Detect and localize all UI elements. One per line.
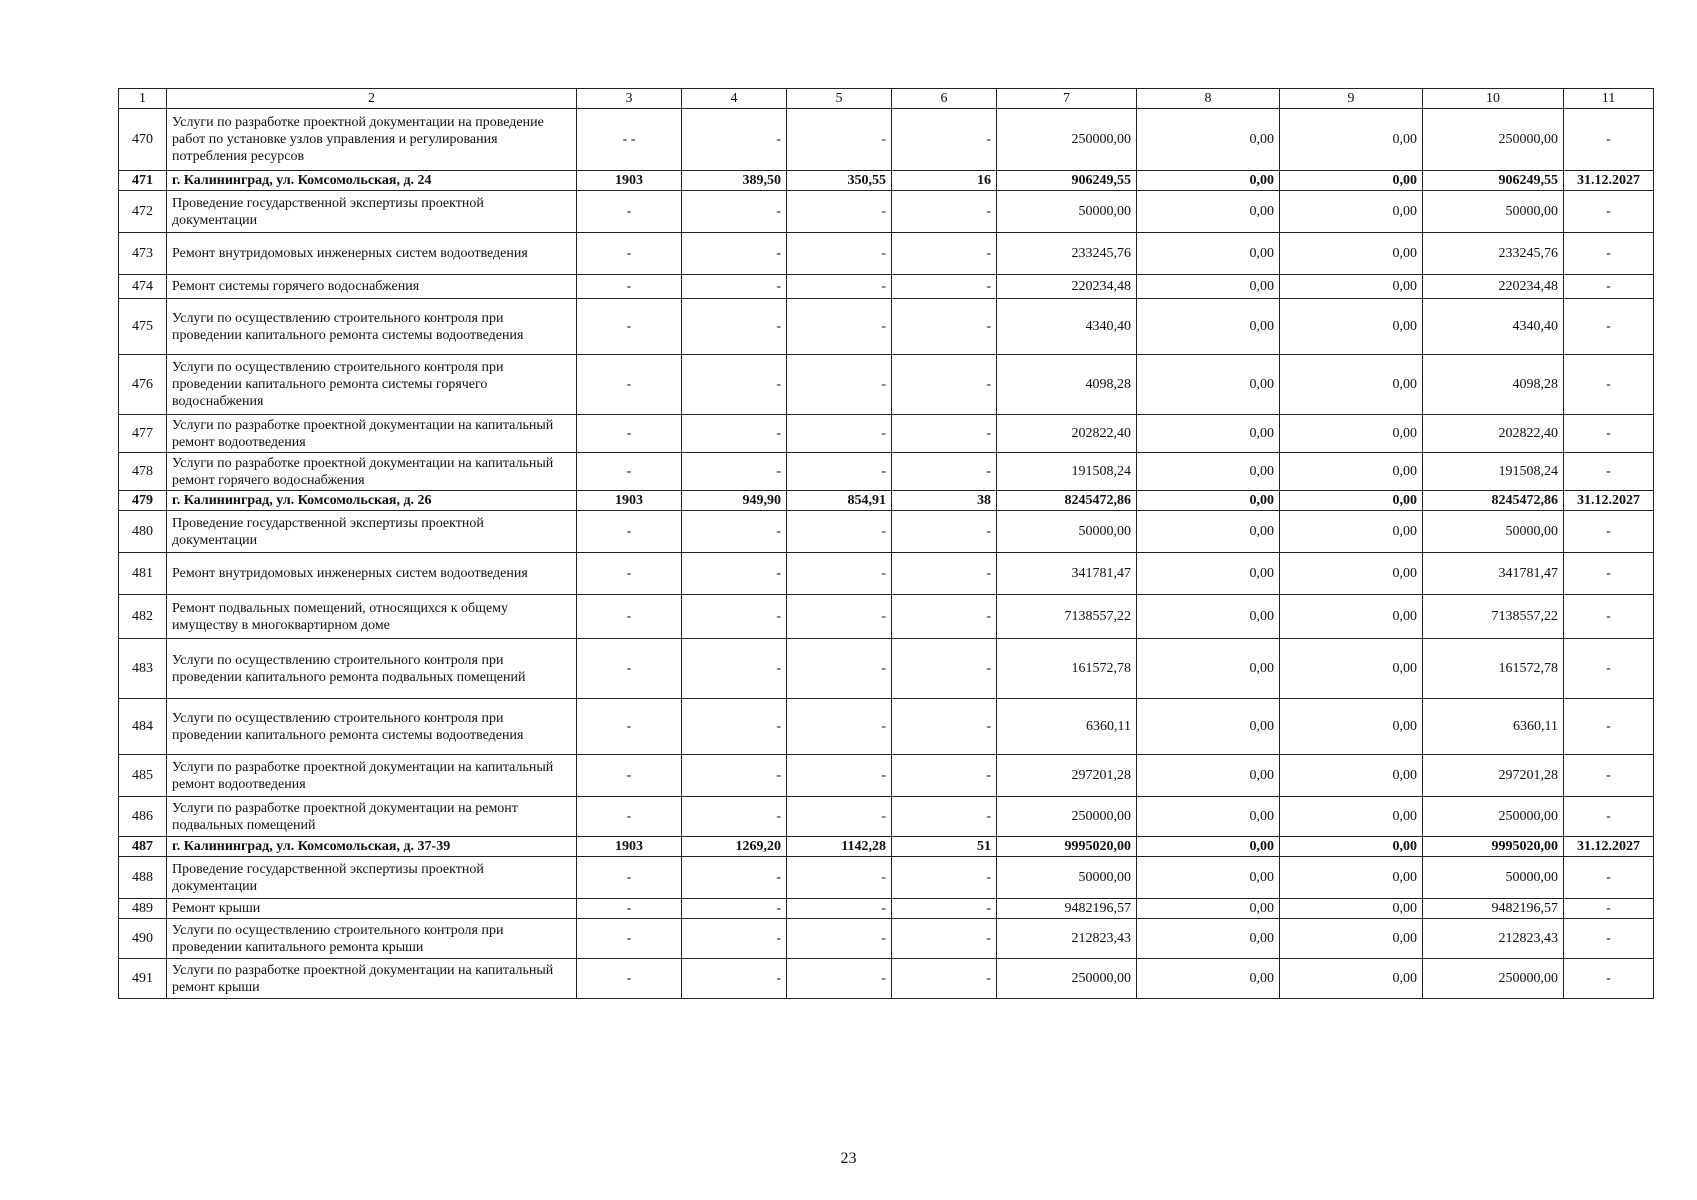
value-cell: 250000,00 bbox=[1423, 959, 1564, 999]
value-cell: 202822,40 bbox=[1423, 415, 1564, 453]
value-cell: - bbox=[892, 511, 997, 553]
row-number-cell: 476 bbox=[119, 355, 167, 415]
value-cell: - bbox=[577, 755, 682, 797]
table-row bbox=[119, 639, 1654, 699]
row-number-cell: 486 bbox=[119, 797, 167, 837]
value-cell: 0,00 bbox=[1280, 511, 1423, 553]
value-cell: 1903 bbox=[577, 837, 682, 857]
value-cell: 4098,28 bbox=[997, 355, 1137, 415]
row-number-cell: 472 bbox=[119, 191, 167, 233]
value-cell: - bbox=[1564, 453, 1654, 491]
table-row bbox=[119, 275, 1654, 299]
row-number-cell: 483 bbox=[119, 639, 167, 699]
table-row bbox=[119, 191, 1654, 233]
row-number-cell: 470 bbox=[119, 109, 167, 171]
value-cell: 0,00 bbox=[1137, 857, 1280, 899]
description-cell: Ремонт внутридомовых инженерных систем водоотведения bbox=[167, 553, 577, 595]
value-cell: 4098,28 bbox=[1423, 355, 1564, 415]
value-cell: 0,00 bbox=[1137, 511, 1280, 553]
description-cell: Услуги по разработке проектной документации на капитальный ремонт горячего водоснабжения bbox=[167, 453, 577, 491]
value-cell: 31.12.2027 bbox=[1564, 491, 1654, 511]
table-row bbox=[119, 857, 1654, 899]
value-cell: 31.12.2027 bbox=[1564, 171, 1654, 191]
value-cell: - bbox=[682, 191, 787, 233]
value-cell: - bbox=[682, 797, 787, 837]
value-cell: - bbox=[577, 553, 682, 595]
value-cell: 6360,11 bbox=[997, 699, 1137, 755]
value-cell: 6360,11 bbox=[1423, 699, 1564, 755]
description-cell: г. Калининград, ул. Комсомольская, д. 24 bbox=[167, 171, 577, 191]
column-number-4: 4 bbox=[682, 89, 787, 109]
value-cell: - bbox=[892, 355, 997, 415]
value-cell: 50000,00 bbox=[997, 857, 1137, 899]
table-row bbox=[119, 299, 1654, 355]
value-cell: 0,00 bbox=[1280, 453, 1423, 491]
value-cell: - bbox=[1564, 299, 1654, 355]
row-number-cell: 482 bbox=[119, 595, 167, 639]
table-row bbox=[119, 233, 1654, 275]
value-cell: - bbox=[892, 109, 997, 171]
value-cell: 0,00 bbox=[1280, 171, 1423, 191]
row-number-cell: 488 bbox=[119, 857, 167, 899]
value-cell: - bbox=[682, 355, 787, 415]
value-cell: - bbox=[1564, 639, 1654, 699]
value-cell: - bbox=[682, 453, 787, 491]
value-cell: 0,00 bbox=[1280, 355, 1423, 415]
row-number-cell: 473 bbox=[119, 233, 167, 275]
value-cell: 0,00 bbox=[1137, 453, 1280, 491]
description-cell: Услуги по разработке проектной документации на капитальный ремонт водоотведения bbox=[167, 415, 577, 453]
value-cell: - bbox=[787, 899, 892, 919]
value-cell: - bbox=[682, 275, 787, 299]
value-cell: - bbox=[682, 959, 787, 999]
value-cell: - bbox=[682, 233, 787, 275]
description-cell: г. Калининград, ул. Комсомольская, д. 26 bbox=[167, 491, 577, 511]
row-number-cell: 478 bbox=[119, 453, 167, 491]
value-cell: - bbox=[787, 553, 892, 595]
value-cell: 1903 bbox=[577, 171, 682, 191]
value-cell: 161572,78 bbox=[1423, 639, 1564, 699]
value-cell: - bbox=[1564, 797, 1654, 837]
table-row bbox=[119, 959, 1654, 999]
value-cell: 0,00 bbox=[1137, 837, 1280, 857]
column-number-2: 2 bbox=[167, 89, 577, 109]
value-cell: 1142,28 bbox=[787, 837, 892, 857]
value-cell: 191508,24 bbox=[997, 453, 1137, 491]
row-number-cell: 485 bbox=[119, 755, 167, 797]
value-cell: - bbox=[682, 857, 787, 899]
value-cell: - bbox=[1564, 191, 1654, 233]
value-cell: - bbox=[1564, 415, 1654, 453]
value-cell: - bbox=[787, 355, 892, 415]
column-number-11: 11 bbox=[1564, 89, 1654, 109]
description-cell: Проведение государственной экспертизы проектной документации bbox=[167, 857, 577, 899]
value-cell: - bbox=[682, 919, 787, 959]
page-number: 23 bbox=[840, 1150, 857, 1167]
value-cell: - bbox=[787, 797, 892, 837]
value-cell: - bbox=[682, 755, 787, 797]
table-row bbox=[119, 797, 1654, 837]
value-cell: 341781,47 bbox=[997, 553, 1137, 595]
row-number-cell: 489 bbox=[119, 899, 167, 919]
description-cell: Проведение государственной экспертизы проектной документации bbox=[167, 511, 577, 553]
table-row bbox=[119, 511, 1654, 553]
value-cell: 0,00 bbox=[1137, 699, 1280, 755]
value-cell: 0,00 bbox=[1280, 275, 1423, 299]
value-cell: 250000,00 bbox=[1423, 797, 1564, 837]
value-cell: - bbox=[577, 511, 682, 553]
value-cell: - bbox=[892, 639, 997, 699]
value-cell: - bbox=[577, 959, 682, 999]
value-cell: - bbox=[682, 415, 787, 453]
value-cell: 9482196,57 bbox=[997, 899, 1137, 919]
value-cell: 297201,28 bbox=[1423, 755, 1564, 797]
value-cell: - bbox=[892, 755, 997, 797]
table-row bbox=[119, 109, 1654, 171]
value-cell: - bbox=[1564, 959, 1654, 999]
value-cell: 0,00 bbox=[1280, 233, 1423, 275]
value-cell: 0,00 bbox=[1280, 959, 1423, 999]
value-cell: 233245,76 bbox=[997, 233, 1137, 275]
row-number-cell: 491 bbox=[119, 959, 167, 999]
value-cell: 0,00 bbox=[1280, 109, 1423, 171]
value-cell: - bbox=[1564, 109, 1654, 171]
value-cell: 50000,00 bbox=[997, 191, 1137, 233]
description-cell: Услуги по разработке проектной документации на ремонт подвальных помещений bbox=[167, 797, 577, 837]
table-row bbox=[119, 699, 1654, 755]
value-cell: 0,00 bbox=[1280, 299, 1423, 355]
table-row bbox=[119, 919, 1654, 959]
column-number-3: 3 bbox=[577, 89, 682, 109]
value-cell: 0,00 bbox=[1137, 553, 1280, 595]
row-number-cell: 487 bbox=[119, 837, 167, 857]
table-row bbox=[119, 355, 1654, 415]
value-cell: - bbox=[1564, 699, 1654, 755]
table-row bbox=[119, 755, 1654, 797]
value-cell: - bbox=[577, 857, 682, 899]
description-cell: Услуги по разработке проектной документации на капитальный ремонт водоотведения bbox=[167, 755, 577, 797]
value-cell: 0,00 bbox=[1137, 299, 1280, 355]
table-row bbox=[119, 899, 1654, 919]
value-cell: 16 bbox=[892, 171, 997, 191]
value-cell: - bbox=[1564, 275, 1654, 299]
row-number-cell: 490 bbox=[119, 919, 167, 959]
value-cell: 250000,00 bbox=[997, 959, 1137, 999]
value-cell: - bbox=[787, 453, 892, 491]
value-cell: 50000,00 bbox=[1423, 191, 1564, 233]
value-cell: - bbox=[892, 415, 997, 453]
value-cell: 0,00 bbox=[1280, 837, 1423, 857]
value-cell: 0,00 bbox=[1280, 755, 1423, 797]
value-cell: - bbox=[682, 299, 787, 355]
value-cell: - bbox=[892, 899, 997, 919]
value-cell: - bbox=[682, 639, 787, 699]
value-cell: 0,00 bbox=[1137, 415, 1280, 453]
value-cell: - bbox=[1564, 233, 1654, 275]
value-cell: 161572,78 bbox=[997, 639, 1137, 699]
column-number-9: 9 bbox=[1280, 89, 1423, 109]
value-cell: - bbox=[787, 857, 892, 899]
value-cell: 0,00 bbox=[1280, 491, 1423, 511]
value-cell: - bbox=[787, 959, 892, 999]
column-number-5: 5 bbox=[787, 89, 892, 109]
value-cell: - bbox=[892, 233, 997, 275]
value-cell: 0,00 bbox=[1280, 191, 1423, 233]
value-cell: - bbox=[682, 553, 787, 595]
value-cell: - bbox=[1564, 553, 1654, 595]
value-cell: 1269,20 bbox=[682, 837, 787, 857]
description-cell: Ремонт подвальных помещений, относящихся к общему имуществу в многоквартирном доме bbox=[167, 595, 577, 639]
value-cell: 0,00 bbox=[1137, 191, 1280, 233]
column-number-10: 10 bbox=[1423, 89, 1564, 109]
table-row bbox=[119, 553, 1654, 595]
value-cell: 191508,24 bbox=[1423, 453, 1564, 491]
value-cell: 50000,00 bbox=[997, 511, 1137, 553]
value-cell: - bbox=[577, 233, 682, 275]
value-cell: - bbox=[1564, 511, 1654, 553]
description-cell: Услуги по разработке проектной документации на проведение работ по установке узлов управления и регулирования потребления ресурсов bbox=[167, 109, 577, 171]
description-cell: Ремонт системы горячего водоснабжения bbox=[167, 275, 577, 299]
value-cell: 0,00 bbox=[1280, 899, 1423, 919]
value-cell: 0,00 bbox=[1137, 899, 1280, 919]
value-cell: - bbox=[577, 191, 682, 233]
value-cell: - bbox=[892, 919, 997, 959]
value-cell: 7138557,22 bbox=[997, 595, 1137, 639]
value-cell: - bbox=[787, 275, 892, 299]
value-cell: 906249,55 bbox=[997, 171, 1137, 191]
value-cell: 4340,40 bbox=[997, 299, 1137, 355]
column-number-6: 6 bbox=[892, 89, 997, 109]
value-cell: 0,00 bbox=[1137, 595, 1280, 639]
value-cell: 0,00 bbox=[1137, 639, 1280, 699]
description-cell: Ремонт внутридомовых инженерных систем водоотведения bbox=[167, 233, 577, 275]
value-cell: 233245,76 bbox=[1423, 233, 1564, 275]
value-cell: - bbox=[682, 109, 787, 171]
value-cell: - bbox=[577, 355, 682, 415]
value-cell: - bbox=[682, 699, 787, 755]
value-cell: 0,00 bbox=[1137, 355, 1280, 415]
value-cell: 7138557,22 bbox=[1423, 595, 1564, 639]
value-cell: - bbox=[892, 453, 997, 491]
value-cell: 220234,48 bbox=[997, 275, 1137, 299]
value-cell: 50000,00 bbox=[1423, 511, 1564, 553]
column-number-8: 8 bbox=[1137, 89, 1280, 109]
value-cell: - bbox=[787, 233, 892, 275]
value-cell: 0,00 bbox=[1137, 491, 1280, 511]
table-header-row bbox=[119, 89, 1654, 109]
value-cell: 38 bbox=[892, 491, 997, 511]
row-number-cell: 471 bbox=[119, 171, 167, 191]
description-cell: Услуги по разработке проектной документации на капитальный ремонт крыши bbox=[167, 959, 577, 999]
value-cell: 854,91 bbox=[787, 491, 892, 511]
value-cell: 0,00 bbox=[1137, 233, 1280, 275]
value-cell: - bbox=[892, 959, 997, 999]
value-cell: 50000,00 bbox=[1423, 857, 1564, 899]
table-row bbox=[119, 595, 1654, 639]
value-cell: - bbox=[892, 857, 997, 899]
value-cell: 350,55 bbox=[787, 171, 892, 191]
row-number-cell: 479 bbox=[119, 491, 167, 511]
value-cell: - bbox=[892, 191, 997, 233]
value-cell: - bbox=[577, 299, 682, 355]
value-cell: - bbox=[787, 919, 892, 959]
value-cell: - bbox=[787, 755, 892, 797]
row-number-cell: 484 bbox=[119, 699, 167, 755]
value-cell: - bbox=[1564, 919, 1654, 959]
value-cell: - bbox=[577, 415, 682, 453]
value-cell: - bbox=[787, 595, 892, 639]
value-cell: 0,00 bbox=[1280, 797, 1423, 837]
row-number-cell: 475 bbox=[119, 299, 167, 355]
value-cell: 0,00 bbox=[1280, 595, 1423, 639]
value-cell: 1903 bbox=[577, 491, 682, 511]
row-number-cell: 474 bbox=[119, 275, 167, 299]
description-cell: Проведение государственной экспертизы проектной документации bbox=[167, 191, 577, 233]
value-cell: 0,00 bbox=[1280, 415, 1423, 453]
column-number-1: 1 bbox=[119, 89, 167, 109]
value-cell: 250000,00 bbox=[1423, 109, 1564, 171]
value-cell: 389,50 bbox=[682, 171, 787, 191]
value-cell: - - bbox=[577, 109, 682, 171]
value-cell: - bbox=[787, 699, 892, 755]
value-cell: - bbox=[892, 595, 997, 639]
repair-schedule-table bbox=[118, 88, 1654, 999]
value-cell: 4340,40 bbox=[1423, 299, 1564, 355]
description-cell: Услуги по осуществлению строительного контроля при проведении капитального ремонта крыши bbox=[167, 919, 577, 959]
value-cell: 906249,55 bbox=[1423, 171, 1564, 191]
value-cell: 297201,28 bbox=[997, 755, 1137, 797]
value-cell: 212823,43 bbox=[997, 919, 1137, 959]
value-cell: 0,00 bbox=[1280, 639, 1423, 699]
value-cell: - bbox=[787, 299, 892, 355]
value-cell: - bbox=[682, 511, 787, 553]
value-cell: 949,90 bbox=[682, 491, 787, 511]
value-cell: 9995020,00 bbox=[1423, 837, 1564, 857]
value-cell: - bbox=[1564, 755, 1654, 797]
value-cell: - bbox=[787, 109, 892, 171]
value-cell: 9995020,00 bbox=[997, 837, 1137, 857]
row-number-cell: 481 bbox=[119, 553, 167, 595]
value-cell: - bbox=[1564, 355, 1654, 415]
value-cell: - bbox=[577, 919, 682, 959]
value-cell: 0,00 bbox=[1137, 959, 1280, 999]
value-cell: - bbox=[787, 191, 892, 233]
value-cell: - bbox=[892, 275, 997, 299]
value-cell: 250000,00 bbox=[997, 797, 1137, 837]
description-cell: Услуги по осуществлению строительного контроля при проведении капитального ремонта системы водоотведения bbox=[167, 299, 577, 355]
value-cell: 0,00 bbox=[1137, 109, 1280, 171]
value-cell: 0,00 bbox=[1280, 699, 1423, 755]
value-cell: - bbox=[787, 415, 892, 453]
value-cell: 51 bbox=[892, 837, 997, 857]
value-cell: - bbox=[682, 899, 787, 919]
description-cell: г. Калининград, ул. Комсомольская, д. 37-39 bbox=[167, 837, 577, 857]
table-row bbox=[119, 171, 1654, 191]
value-cell: 31.12.2027 bbox=[1564, 837, 1654, 857]
value-cell: - bbox=[892, 797, 997, 837]
row-number-cell: 477 bbox=[119, 415, 167, 453]
column-number-7: 7 bbox=[997, 89, 1137, 109]
value-cell: - bbox=[577, 797, 682, 837]
value-cell: 8245472,86 bbox=[1423, 491, 1564, 511]
value-cell: - bbox=[577, 453, 682, 491]
description-cell: Ремонт крыши bbox=[167, 899, 577, 919]
value-cell: 0,00 bbox=[1137, 171, 1280, 191]
value-cell: - bbox=[787, 511, 892, 553]
value-cell: 212823,43 bbox=[1423, 919, 1564, 959]
value-cell: - bbox=[577, 699, 682, 755]
value-cell: - bbox=[787, 639, 892, 699]
description-cell: Услуги по осуществлению строительного контроля при проведении капитального ремонта системы горячего водоснабжения bbox=[167, 355, 577, 415]
description-cell: Услуги по осуществлению строительного контроля при проведении капитального ремонта системы водоотведения bbox=[167, 699, 577, 755]
value-cell: - bbox=[892, 699, 997, 755]
value-cell: 0,00 bbox=[1280, 553, 1423, 595]
value-cell: 220234,48 bbox=[1423, 275, 1564, 299]
value-cell: 250000,00 bbox=[997, 109, 1137, 171]
table-row bbox=[119, 837, 1654, 857]
value-cell: 0,00 bbox=[1137, 755, 1280, 797]
value-cell: - bbox=[1564, 857, 1654, 899]
table-row bbox=[119, 453, 1654, 491]
row-number-cell: 480 bbox=[119, 511, 167, 553]
value-cell: - bbox=[577, 275, 682, 299]
value-cell: - bbox=[577, 639, 682, 699]
value-cell: - bbox=[682, 595, 787, 639]
value-cell: - bbox=[892, 299, 997, 355]
value-cell: 8245472,86 bbox=[997, 491, 1137, 511]
value-cell: 0,00 bbox=[1280, 857, 1423, 899]
value-cell: 0,00 bbox=[1137, 797, 1280, 837]
description-cell: Услуги по осуществлению строительного контроля при проведении капитального ремонта подвальных помещений bbox=[167, 639, 577, 699]
value-cell: 341781,47 bbox=[1423, 553, 1564, 595]
value-cell: 9482196,57 bbox=[1423, 899, 1564, 919]
value-cell: 0,00 bbox=[1280, 919, 1423, 959]
value-cell: 202822,40 bbox=[997, 415, 1137, 453]
table-body bbox=[119, 89, 1654, 999]
value-cell: - bbox=[892, 553, 997, 595]
value-cell: - bbox=[577, 899, 682, 919]
value-cell: 0,00 bbox=[1137, 919, 1280, 959]
value-cell: - bbox=[577, 595, 682, 639]
value-cell: 0,00 bbox=[1137, 275, 1280, 299]
table-row bbox=[119, 415, 1654, 453]
value-cell: - bbox=[1564, 595, 1654, 639]
value-cell: - bbox=[1564, 899, 1654, 919]
table-row bbox=[119, 491, 1654, 511]
